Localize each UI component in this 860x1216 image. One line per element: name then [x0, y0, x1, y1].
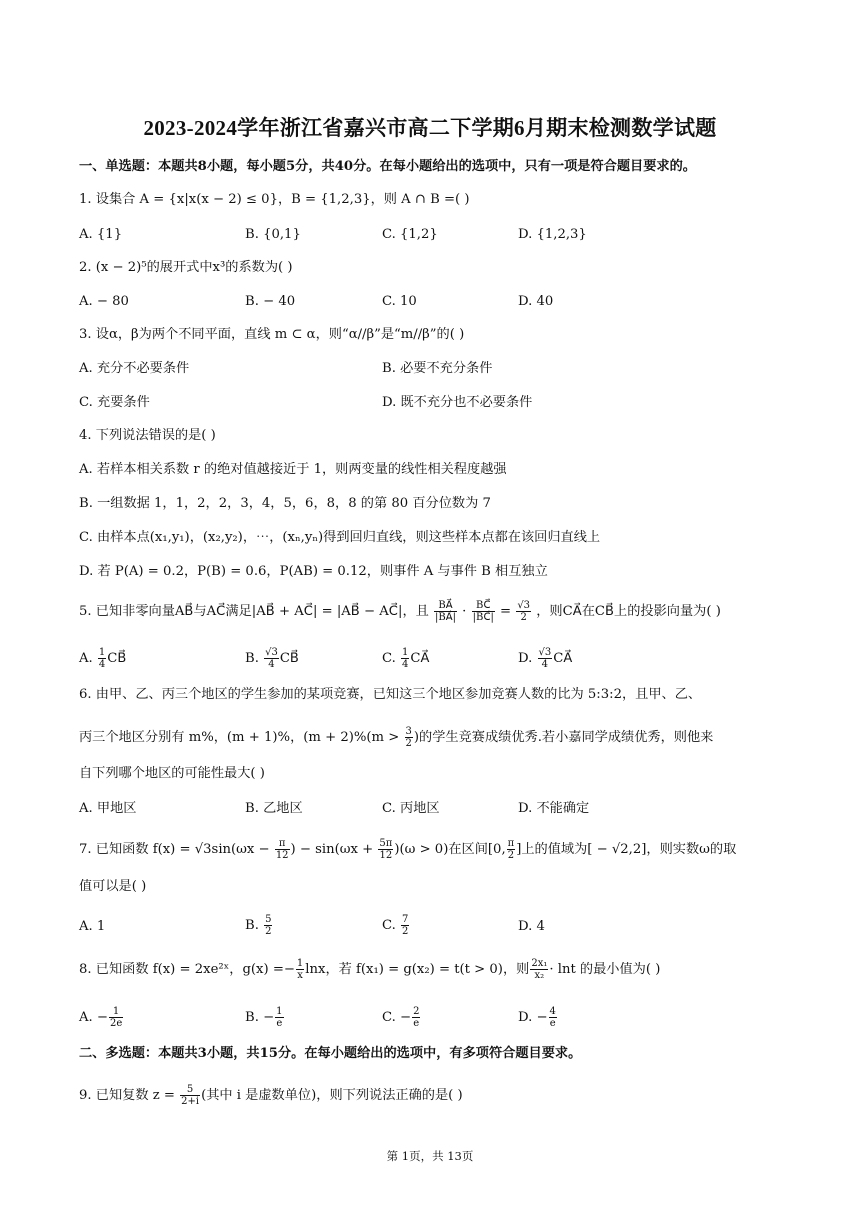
q5-fraction-sqrt3-num: √3 [517, 600, 531, 611]
q8-option-d-label: D. − [518, 1010, 548, 1025]
q8-option-c-den: e [413, 1018, 420, 1029]
q7-fraction-1-num: π [275, 838, 290, 850]
q6-option-d: D. 不能确定 [518, 801, 590, 816]
q5-dot: · [462, 604, 467, 619]
section-heading-multiple-choice: 二、多选题：本题共3小题，共15分。在每小题给出的选项中，有多项符合题目要求。 [79, 1046, 582, 1061]
question-4: 4. 下列说法错误的是( ) [79, 428, 216, 443]
q5-option-b-den: 4 [268, 659, 275, 670]
page-title: 2023-2024学年浙江省嘉兴市高二下学期6月期末检测数学试题 [143, 116, 717, 140]
q8-option-a-label: A. − [79, 1010, 108, 1025]
q5-option-c-fraction [401, 647, 409, 670]
q9-fraction-den: 2+i [181, 1096, 200, 1107]
q5-option-a [79, 647, 126, 670]
q3-option-c: C. 充要条件 [79, 395, 150, 410]
q5-option-a-den: 4 [98, 659, 106, 670]
q8-option-d-den: e [549, 1018, 556, 1029]
q8-option-a-num: 1 [109, 1006, 123, 1018]
q7-text-2: ) − sin(ωx + [290, 842, 374, 857]
q4-option-c: C. 由样本点(x₁,y₁)，(x₂,y₂)，⋯，(xₙ,yₙ)得到回归直线，则这些样本点都在该回归直线上 [79, 530, 601, 545]
q5-option-d-vector: CA⃗ [553, 651, 573, 666]
q5-option-d [518, 647, 572, 670]
q8-option-c-fraction [412, 1006, 420, 1029]
q5-option-c-den: 4 [402, 659, 409, 670]
q4-option-d: D. 若 P(A) = 0.2，P(B) = 0.6，P(AB) = 0.12，则事件 A 与事件 B 相互独立 [79, 564, 548, 579]
q5-fraction-sqrt3-den: 2 [520, 612, 527, 623]
q3-option-a: A. 充分不必要条件 [79, 361, 190, 376]
q8-option-b-label: B. − [245, 1010, 275, 1025]
q8-option-b-fraction [275, 1006, 283, 1029]
q4-option-a: A. 若样本相关系数 r 的绝对值越接近于 1，则两变量的线性相关程度越强 [79, 462, 507, 477]
q5-option-d-num: √3 [538, 647, 552, 658]
q5-option-d-label: D. [518, 651, 533, 666]
q3-option-b: B. 必要不充分条件 [382, 361, 493, 376]
q5-option-d-fraction [538, 647, 553, 670]
q8-text-3: · lnt 的最小值为( ) [549, 962, 661, 977]
q2-option-c: C. 10 [382, 294, 417, 309]
q8-option-a-fraction [109, 1006, 123, 1029]
q9-text-2: (其中 i 是虚数单位)，则下列说法正确的是( ) [201, 1088, 463, 1103]
q8-fraction-2-den: x₂ [534, 970, 545, 981]
q5-option-c-label: C. [382, 651, 396, 666]
q8-option-c-num: 2 [413, 1006, 420, 1017]
q7-fraction-3-num: π [507, 838, 515, 849]
q5-fraction-bc-den: |BC⃗| [472, 612, 494, 623]
q5-text-end: ，则CA⃗在CB⃗上的投影向量为( ) [536, 604, 721, 619]
q5-fraction-ba-num: BA⃗ [434, 600, 457, 612]
question-3: 3. 设α，β为两个不同平面，直线 m ⊂ α，则“α//β”是“m//β”的( ) [79, 327, 465, 342]
q8-fraction-2-num: 2x₁ [531, 958, 548, 969]
q7-option-c [382, 914, 410, 937]
q7-text-1: 7. 已知函数 f(x) = √3sin(ωx − [79, 842, 270, 857]
q7-fraction-1 [275, 838, 290, 861]
q8-text-2: lnx，若 f(x₁) = g(x₂) = t(t > 0)，则 [305, 962, 530, 977]
q1-option-a: A. {1} [79, 227, 123, 242]
q8-option-b-num: 1 [276, 1006, 283, 1017]
q6-line-2-start: 丙三个地区分别有 m%，(m + 1)%，(m + 2)%(m > [79, 730, 400, 745]
q6-option-c: C. 丙地区 [382, 801, 440, 816]
q8-fraction-2 [530, 958, 548, 981]
q5-option-d-den: 4 [541, 659, 549, 670]
q5-fraction-sqrt3 [516, 600, 531, 623]
q5-option-b [245, 647, 299, 670]
q7-option-c-num: 7 [402, 914, 409, 925]
q7-option-c-fraction [401, 914, 409, 937]
q8-option-c [382, 1006, 421, 1029]
q1-option-c: C. {1,2} [382, 227, 438, 242]
q2-option-a: A. − 80 [79, 294, 129, 309]
q8-fraction-1-den: x [297, 970, 303, 981]
q8-option-b [245, 1006, 285, 1029]
question-8 [79, 958, 660, 981]
q2-option-d: D. 40 [518, 294, 554, 309]
question-6-line-3: 自下列哪个地区的可能性最大( ) [79, 766, 265, 781]
question-7-line-1 [79, 838, 736, 861]
q8-option-c-label: C. − [382, 1010, 412, 1025]
q5-fraction-bc-num: BC⃗ [472, 600, 495, 612]
q7-option-b-num: 5 [265, 914, 272, 925]
q8-fraction-1-num: 1 [296, 958, 304, 969]
q7-fraction-3 [507, 838, 516, 861]
question-9 [79, 1084, 463, 1107]
q7-fraction-2 [378, 838, 393, 861]
question-6-line-2 [79, 726, 713, 749]
q1-option-b: B. {0,1} [245, 227, 301, 242]
q5-option-c [382, 647, 430, 670]
q5-option-b-label: B. [245, 651, 259, 666]
q7-fraction-2-num: 5π [379, 838, 393, 849]
q7-option-c-label: C. [382, 918, 396, 933]
q5-fraction-bc [472, 600, 495, 623]
q4-option-b: B. 一组数据 1，1，2，2，3，4，5，6，8，8 的第 80 百分位数为 7 [79, 496, 491, 511]
q6-fraction-den: 2 [405, 738, 412, 749]
q6-fraction-num: 3 [405, 726, 412, 737]
q7-option-d: D. 4 [518, 919, 545, 934]
q7-option-b [245, 914, 273, 937]
q8-option-b-den: e [276, 1018, 283, 1029]
q8-fraction-1 [296, 958, 304, 981]
question-5 [79, 600, 721, 623]
q9-fraction-num: 5 [180, 1084, 200, 1096]
q6-line-2-end: )的学生竞赛成绩优秀.若小嘉同学成绩优秀，则他来 [413, 730, 714, 745]
question-2: 2. (x − 2)⁵的展开式中x³的系数为( ) [79, 260, 293, 275]
q7-option-b-label: B. [245, 918, 259, 933]
q5-option-a-label: A. [79, 651, 93, 666]
q5-option-b-fraction [264, 647, 279, 670]
page-footer: 第 1页，共 13页 [386, 1149, 474, 1163]
q7-fraction-3-den: 2 [507, 850, 515, 861]
q8-option-a-den: 2e [109, 1018, 123, 1029]
q8-text-1: 8. 已知函数 f(x) = 2xe²ˣ，g(x) =− [79, 962, 295, 977]
q3-option-d: D. 既不充分也不必要条件 [382, 395, 533, 410]
q5-option-a-vector: CB⃗ [107, 651, 127, 666]
q7-text-3: )(ω > 0)在区间[0, [394, 842, 506, 857]
q9-fraction [180, 1084, 200, 1107]
q5-text-start: 5. 已知非零向量AB⃗与AC⃗满足|AB⃗ + AC⃗| = |AB⃗ − AC⃗|，且 [79, 604, 429, 619]
q6-fraction [405, 726, 413, 749]
section-heading-single-choice: 一、单选题：本题共8小题，每小题5分，共40分。在每小题给出的选项中，只有一项是符合题目要求的。 [79, 159, 696, 174]
q5-option-c-vector: CA⃗ [410, 651, 430, 666]
q5-equals: = [500, 604, 512, 619]
q6-option-a: A. 甲地区 [79, 801, 137, 816]
q6-option-b: B. 乙地区 [245, 801, 303, 816]
q5-option-a-num: 1 [98, 647, 106, 658]
q5-option-a-fraction [98, 647, 106, 670]
question-7-line-2: 值可以是( ) [79, 879, 147, 894]
q5-option-c-num: 1 [402, 647, 409, 658]
q7-option-c-den: 2 [402, 926, 409, 937]
q8-option-a [79, 1006, 124, 1029]
q2-option-b: B. − 40 [245, 294, 296, 309]
q7-option-b-den: 2 [265, 926, 272, 937]
q5-option-b-vector: CB⃗ [279, 651, 299, 666]
question-1: 1. 设集合 A = {x|x(x − 2) ≤ 0}，B = {1,2,3}，则 A ∩ B =( ) [79, 192, 470, 207]
q5-fraction-ba-den: |BA⃗| [435, 612, 456, 623]
q1-option-d: D. {1,2,3} [518, 227, 587, 242]
q5-option-b-num: √3 [265, 647, 278, 658]
q7-option-a: A. 1 [79, 919, 106, 934]
question-6-line-1: 6. 由甲、乙、丙三个地区的学生参加的某项竞赛，已知这三个地区参加竞赛人数的比为 5:3:2，且甲、乙、 [79, 687, 702, 702]
q8-option-d-fraction [549, 1006, 557, 1029]
q7-fraction-1-den: 12 [275, 850, 289, 861]
q7-fraction-2-den: 12 [379, 850, 393, 861]
q7-option-b-fraction [264, 914, 272, 937]
q8-option-d [518, 1006, 558, 1029]
q9-text-1: 9. 已知复数 z = [79, 1088, 175, 1103]
q5-fraction-ba [434, 600, 457, 623]
q8-option-d-num: 4 [549, 1006, 556, 1017]
q7-text-4: ]上的值域为[ − √2,2]，则实数ω的取 [516, 842, 737, 857]
